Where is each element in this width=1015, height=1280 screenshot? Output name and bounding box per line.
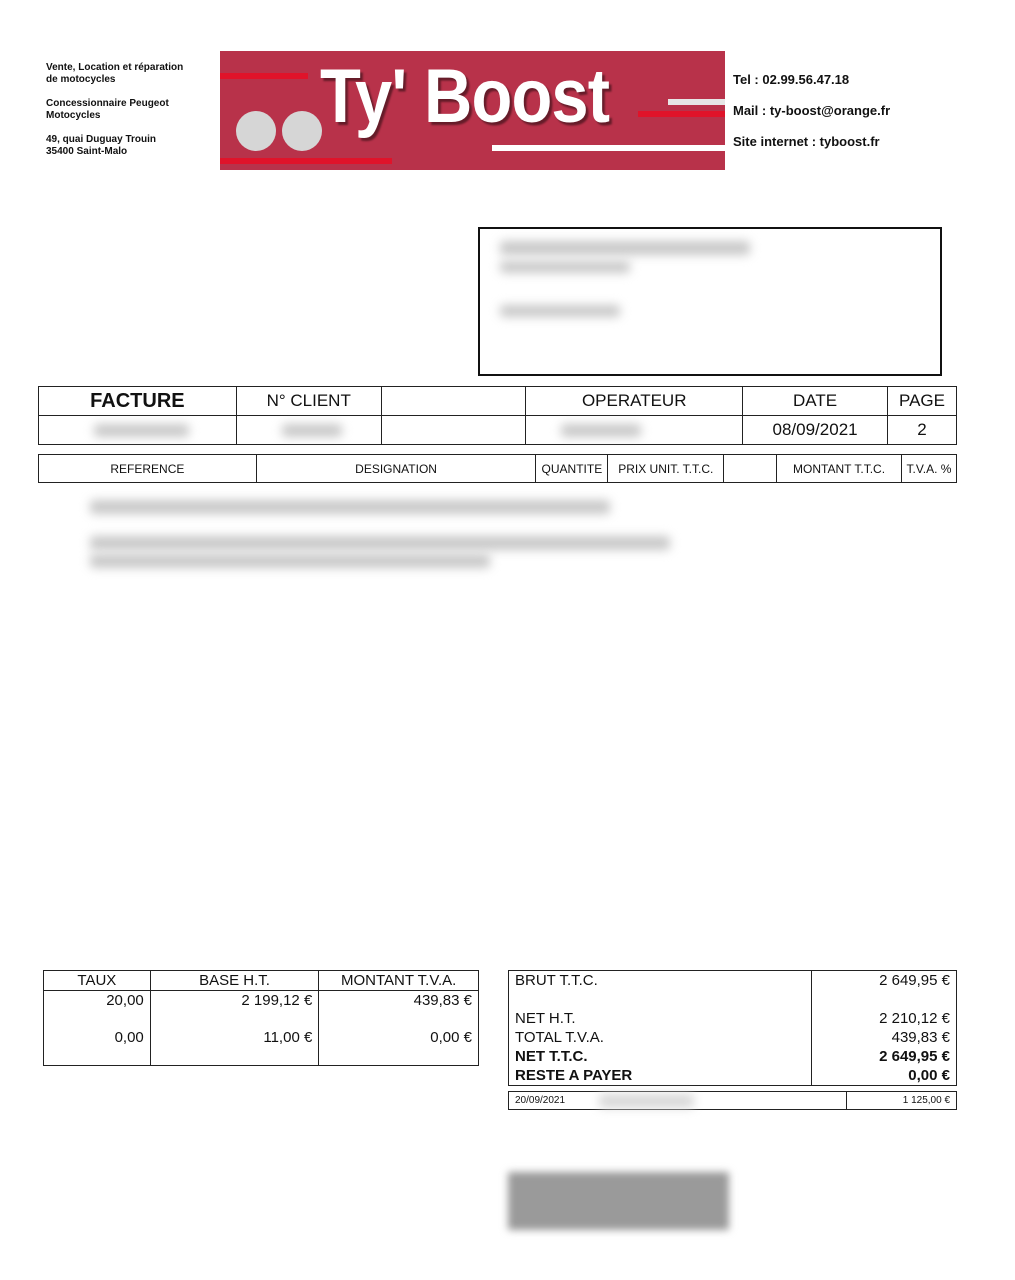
logo-stripe <box>220 73 308 79</box>
redacted-text <box>500 305 620 317</box>
operator-cell <box>526 416 743 445</box>
col-amount: MONTANT T.T.C. <box>777 455 902 483</box>
contact-email: Mail : ty-boost@orange.fr <box>733 103 891 118</box>
logo-brand-text: Ty' Boost <box>320 54 610 139</box>
redacted-text <box>282 424 342 437</box>
net-ttc-label: NET T.T.C. <box>515 1048 588 1065</box>
total-vat-value: 439,83 € <box>891 1029 950 1046</box>
redacted-text <box>599 1094 694 1108</box>
payment-date: 20/09/2021 <box>515 1095 566 1106</box>
invoice-header-table <box>38 386 957 445</box>
client-number-label: N° CLIENT <box>236 387 381 416</box>
logo-stripe <box>638 111 725 117</box>
client-number-cell <box>236 416 381 445</box>
balance-due-value: 0,00 € <box>908 1067 950 1084</box>
company-info <box>46 62 216 170</box>
col-unit-price: PRIX UNIT. T.T.C. <box>608 455 724 483</box>
col-empty <box>724 455 777 483</box>
vat-rate: 20,00 <box>44 991 151 1028</box>
logo-stripe <box>220 158 392 164</box>
contact-info <box>733 72 890 165</box>
redacted-text <box>500 261 630 273</box>
operator-label: OPERATEUR <box>526 387 743 416</box>
vat-base: 11,00 € <box>150 1028 319 1066</box>
empty-cell <box>381 416 526 445</box>
redacted-text <box>94 424 189 437</box>
balance-due-label: RESTE A PAYER <box>515 1067 633 1084</box>
col-vat-rate: T.V.A. % <box>902 455 957 483</box>
line-items-header <box>38 454 957 483</box>
page-number: 2 <box>888 416 957 445</box>
gross-ttc-row <box>515 971 950 990</box>
logo-stripe <box>492 145 725 151</box>
company-dealer-line2: Motocycles <box>46 110 101 121</box>
vat-row <box>44 991 479 1028</box>
gross-ttc-label: BRUT T.T.C. <box>515 972 598 989</box>
customer-address-box <box>478 227 942 376</box>
invoice-date: 08/09/2021 <box>743 416 888 445</box>
vat-base-header: BASE H.T. <box>150 971 319 991</box>
company-activity-line1: Vente, Location et réparation <box>46 62 184 73</box>
contact-phone: Tel : 02.99.56.47.18 <box>733 72 850 87</box>
net-ht-row <box>515 1009 950 1028</box>
vat-row <box>44 1028 479 1066</box>
net-ttc-value: 2 649,95 € <box>879 1048 950 1065</box>
payment-amount: 1 125,00 € <box>902 1095 950 1106</box>
payment-line <box>508 1091 957 1110</box>
col-designation: DESIGNATION <box>256 455 536 483</box>
redacted-stamp <box>508 1172 729 1230</box>
vat-base: 2 199,12 € <box>150 991 319 1028</box>
logo-stripe <box>668 99 725 105</box>
facture-label: FACTURE <box>39 387 237 416</box>
totals-box <box>508 970 957 1086</box>
vat-amount: 439,83 € <box>319 991 479 1028</box>
brand-logo <box>220 51 725 170</box>
payment-divider <box>846 1092 847 1109</box>
empty-cell <box>381 387 526 416</box>
net-ht-value: 2 210,12 € <box>879 1010 950 1027</box>
total-vat-label: TOTAL T.V.A. <box>515 1029 604 1046</box>
contact-website: Site internet : tyboost.fr <box>733 134 880 149</box>
page-label: PAGE <box>888 387 957 416</box>
logo-circle <box>236 111 276 151</box>
vat-rate-header: TAUX <box>44 971 151 991</box>
logo-circle <box>282 111 322 151</box>
vat-amount: 0,00 € <box>319 1028 479 1066</box>
date-label: DATE <box>743 387 888 416</box>
balance-due-row <box>515 1066 950 1085</box>
net-ttc-row <box>515 1047 950 1066</box>
company-address-city: 35400 Saint-Malo <box>46 146 128 157</box>
vat-amount-header: MONTANT T.V.A. <box>319 971 479 991</box>
redacted-line-item <box>90 536 670 550</box>
company-dealer-line1: Concessionnaire Peugeot <box>46 98 169 109</box>
vat-breakdown-table <box>43 970 479 1066</box>
col-reference: REFERENCE <box>39 455 257 483</box>
redacted-text <box>561 424 641 437</box>
redacted-line-item <box>90 500 610 514</box>
col-quantity: QUANTITE <box>536 455 608 483</box>
company-address-street: 49, quai Duguay Trouin <box>46 134 157 145</box>
redacted-text <box>500 241 750 255</box>
gross-ttc-value: 2 649,95 € <box>879 972 950 989</box>
invoice-number-cell <box>39 416 237 445</box>
vat-rate: 0,00 <box>44 1028 151 1066</box>
redacted-line-item <box>90 554 490 568</box>
net-ht-label: NET H.T. <box>515 1010 576 1027</box>
company-activity-line2: de motocycles <box>46 74 116 85</box>
total-vat-row <box>515 1028 950 1047</box>
